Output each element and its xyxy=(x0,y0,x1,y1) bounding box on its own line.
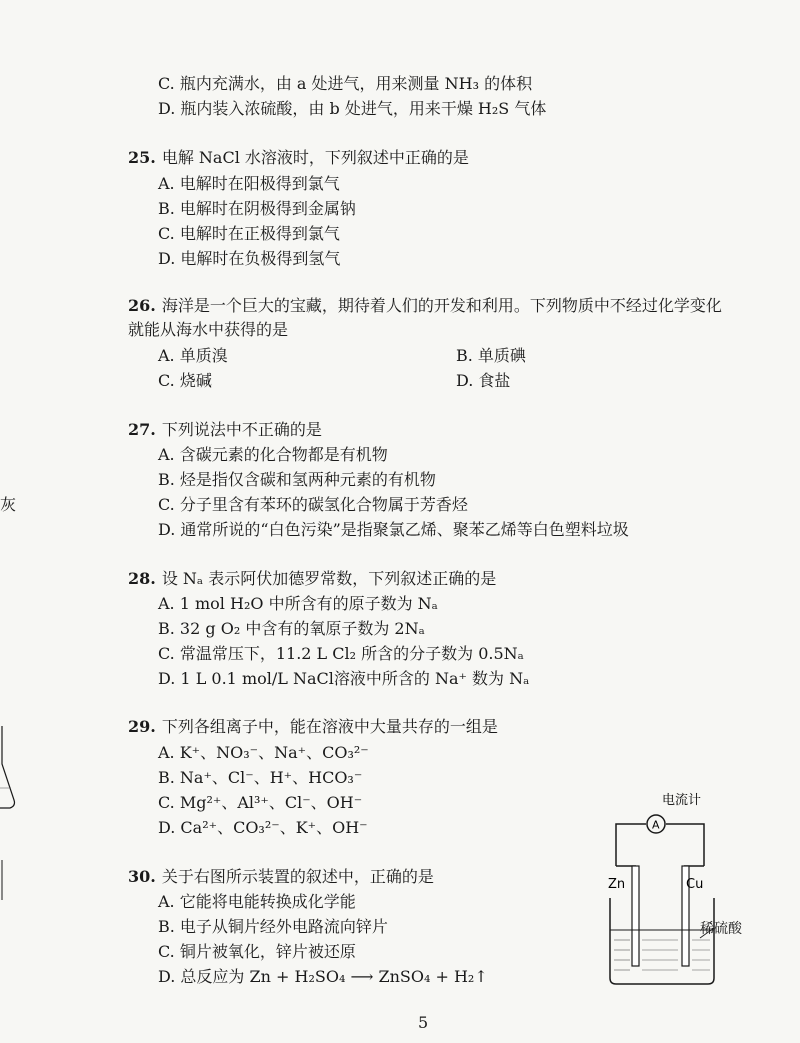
q24-option-c: C. 瓶内充满水，由 a 处进气，用来测量 NH₃ 的体积 xyxy=(158,74,533,93)
q26-stem-2: 就能从海水中获得的是 xyxy=(128,320,289,339)
page-number: 5 xyxy=(418,1013,429,1032)
q29-option-c: C. Mg²⁺、Al³⁺、Cl⁻、OH⁻ xyxy=(158,793,363,812)
q30-stem-line xyxy=(128,867,434,887)
q25-option-b: B. 电解时在阴极得到金属钠 xyxy=(158,199,356,218)
q25-option-d: D. 电解时在负极得到氢气 xyxy=(158,249,341,268)
solution-hatching xyxy=(614,940,710,970)
q30-number: 30. xyxy=(128,867,156,886)
q25-option-c: C. 电解时在正极得到氯气 xyxy=(158,224,340,243)
solution-label: 稀硫酸 xyxy=(700,921,742,937)
edge-flask-fragment xyxy=(0,724,20,814)
beaker xyxy=(610,898,714,984)
q25-option-a: A. 电解时在阳极得到氯气 xyxy=(158,174,340,193)
q25-number: 25. xyxy=(128,148,156,167)
zn-label: Zn xyxy=(608,877,626,892)
edge-line-fragment xyxy=(0,860,10,900)
q26-option-c: C. 烧碱 xyxy=(158,371,212,390)
q28-option-d: D. 1 L 0.1 mol/L NaCl溶液中所含的 Na⁺ 数为 Nₐ xyxy=(158,669,530,688)
q26-stem-1: 海洋是一个巨大的宝藏，期待着人们的开发和利用。下列物质中不经过化学变化 xyxy=(161,296,722,315)
q27-option-b: B. 烃是指仅含碳和氢两种元素的有机物 xyxy=(158,470,436,489)
q26-number: 26. xyxy=(128,296,156,315)
wire-right xyxy=(666,824,704,866)
meter-label: 电流计 xyxy=(662,793,702,808)
q29-option-b: B. Na⁺、Cl⁻、H⁺、HCO₃⁻ xyxy=(158,768,363,787)
q27-number: 27. xyxy=(128,420,156,439)
galvanic-cell-diagram xyxy=(600,788,740,988)
q29-option-a: A. K⁺、NO₃⁻、Na⁺、CO₃²⁻ xyxy=(158,743,369,762)
q27-option-c: C. 分子里含有苯环的碳氢化合物属于芳香烃 xyxy=(158,495,468,514)
q30-option-c: C. 铜片被氧化，锌片被还原 xyxy=(158,942,356,961)
q30-option-b: B. 电子从铜片经外电路流向锌片 xyxy=(158,917,388,936)
q25-stem-line xyxy=(128,148,469,168)
q28-stem-line xyxy=(128,569,496,589)
q30-option-d: D. 总反应为 Zn + H₂SO₄ ⟶ ZnSO₄ + H₂↑ xyxy=(158,967,488,986)
q26-option-a: A. 单质溴 xyxy=(158,346,228,365)
q30-stem: 关于右图所示装置的叙述中，正确的是 xyxy=(161,867,434,886)
edge-fragment-char: 灰 xyxy=(0,495,17,514)
q29-option-d: D. Ca²⁺、CO₃²⁻、K⁺、OH⁻ xyxy=(158,818,368,837)
q26-option-b: B. 单质碘 xyxy=(456,346,526,365)
q28-option-b: B. 32 g O₂ 中含有的氧原子数为 2Nₐ xyxy=(158,619,425,638)
q28-number: 28. xyxy=(128,569,156,588)
q28-option-a: A. 1 mol H₂O 中所含有的原子数为 Nₐ xyxy=(158,594,438,613)
cu-label: Cu xyxy=(686,877,704,892)
q25-stem: 电解 NaCl 水溶液时，下列叙述中正确的是 xyxy=(161,148,469,167)
wire-left xyxy=(616,824,646,866)
q29-number: 29. xyxy=(128,717,156,736)
q28-option-c: C. 常温常压下，11.2 L Cl₂ 所含的分子数为 0.5Nₐ xyxy=(158,644,524,663)
ammeter-symbol: A xyxy=(652,818,660,832)
q30-option-a: A. 它能将电能转换成化学能 xyxy=(158,892,356,911)
q27-option-d: D. 通常所说的“白色污染”是指聚氯乙烯、聚苯乙烯等白色塑料垃圾 xyxy=(158,520,629,539)
q24-option-d: D. 瓶内装入浓硫酸，由 b 处进气，用来干燥 H₂S 气体 xyxy=(158,99,547,118)
q29-stem: 下列各组离子中，能在溶液中大量共存的一组是 xyxy=(161,717,498,736)
q27-stem-line xyxy=(128,420,322,440)
q29-stem-line xyxy=(128,717,498,737)
zn-electrode xyxy=(632,866,639,966)
q28-stem: 设 Nₐ 表示阿伏加德罗常数，下列叙述正确的是 xyxy=(161,569,497,588)
q27-stem: 下列说法中不正确的是 xyxy=(161,420,322,439)
q26-stem-line-1 xyxy=(128,296,722,316)
q26-option-d: D. 食盐 xyxy=(456,371,511,390)
q27-option-a: A. 含碳元素的化合物都是有机物 xyxy=(158,445,388,464)
